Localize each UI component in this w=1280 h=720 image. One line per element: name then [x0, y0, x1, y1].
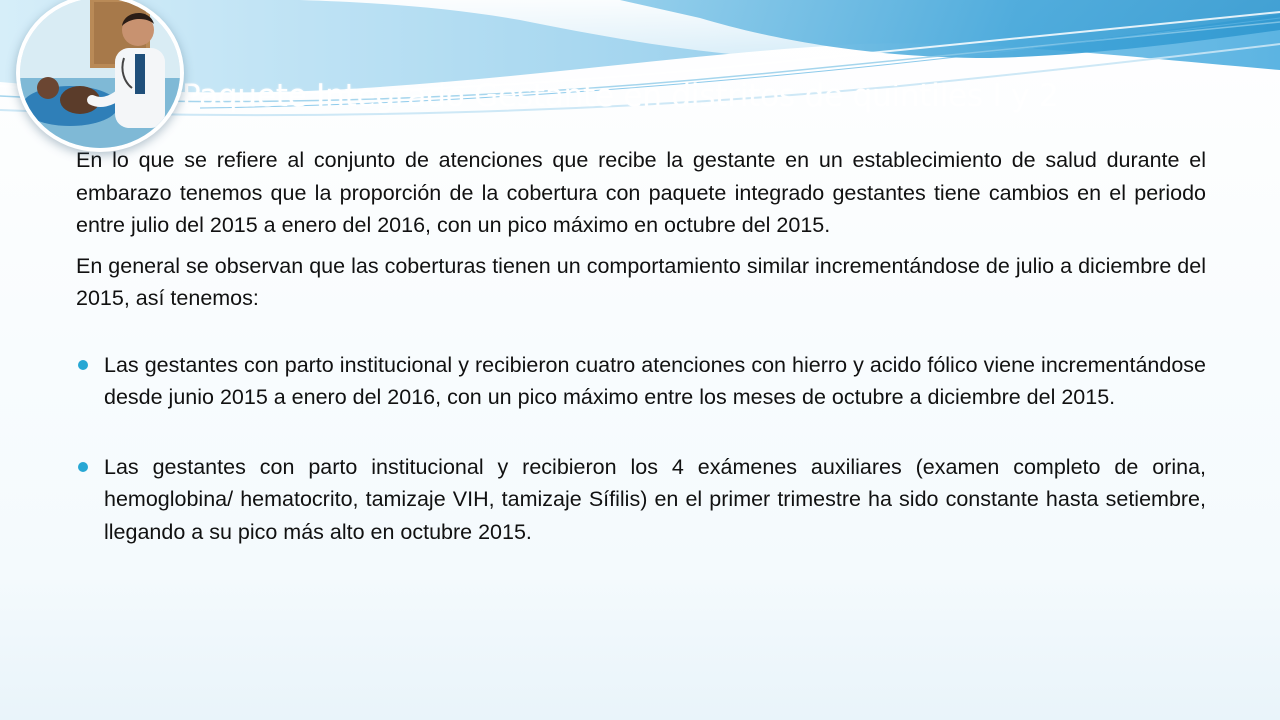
findings-list: [76, 349, 1206, 549]
list-item: [76, 349, 1206, 414]
list-item-text: Las gestantes con parto institucional y recibieron cuatro atenciones con hierro y acido fólico viene incrementándose desde junio 2015 a enero del 2016, con un pico máximo entre los meses de octubre a diciembre del 2015.: [104, 352, 1206, 409]
slide-body: [76, 144, 1206, 585]
bullet-dot-icon: [78, 462, 88, 472]
list-item-text: Las gestantes con parto institucional y recibieron los 4 exámenes auxiliares (examen completo de orina, hemoglobina/ hematocrito, tamizaje VIH, tamizaje Sífilis) en el primer trimestre ha sido constante hasta setiembre, llegando a su pico más alto en octubre 2015.: [104, 454, 1206, 544]
intro-paragraph: En lo que se refiere al conjunto de atenciones que recibe la gestante en un establecimiento de salud durante el embarazo tenemos que la proporción de la cobertura con paquete integrado gestantes tiene cambios en el periodo entre julio del 2015 a enero del 2016, con un pico máximo en octubre del 2015.: [76, 148, 1206, 237]
slide-title: Paquete Integrado Gestante en distritos de quintiles I y 2: [182, 78, 1059, 114]
doctor-patient-photo: [16, 0, 184, 152]
summary-paragraph: En general se observan que las coberturas tienen un comportamiento similar incrementándose de julio a diciembre del 2015, así tenemos:: [76, 253, 1206, 310]
list-item: [76, 451, 1206, 549]
bullet-dot-icon: [78, 360, 88, 370]
doctor-patient-illustration: [20, 0, 180, 148]
